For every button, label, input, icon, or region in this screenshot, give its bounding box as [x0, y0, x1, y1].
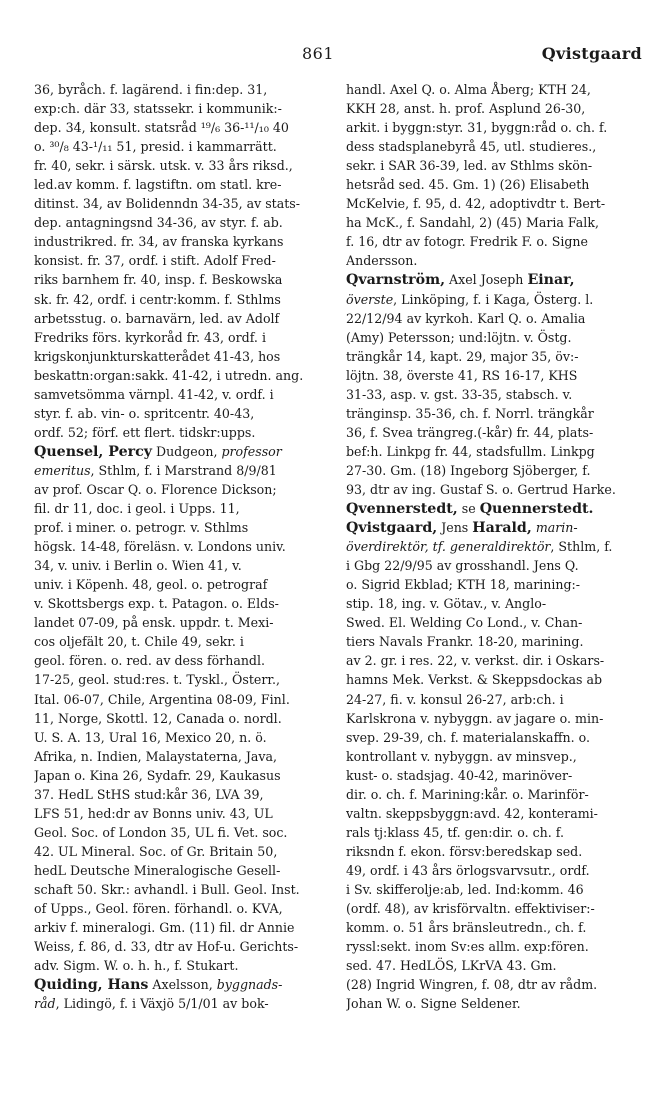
entry-headword: Qvarnström,: [346, 272, 446, 289]
text-line: [34, 99, 330, 118]
entry-text: sed. 47. HedLÖS, LKrVA 43. Gm.: [346, 958, 557, 974]
entry-text: univ. i Köpenh. 48, geol. o. petrograf: [34, 577, 268, 593]
text-line: [346, 347, 650, 366]
text-line: [34, 747, 330, 766]
page-number: 861: [302, 44, 335, 63]
entry-title-italic: överste: [346, 291, 394, 307]
text-line: [346, 309, 650, 328]
text-line: [346, 290, 650, 309]
entry-text: v. Skottsbergs exp. t. Patagon. o. Elds-: [34, 596, 279, 612]
entry-text: tränginsp. 35-36, ch. f. Norrl. trängkår: [346, 405, 594, 421]
entry-text: av 2. gr. i res. 22, v. verkst. dir. i Oskars-: [346, 653, 605, 669]
text-line: [34, 613, 330, 632]
entry-text: komm. o. 51 års bränsleutredn., ch. f.: [346, 920, 587, 936]
entry-text: sk. fr. 42, ordf. i centr:komm. f. Sthlms: [34, 291, 281, 307]
text-line: [346, 956, 650, 975]
entry-text: Dudgeon,: [151, 443, 222, 459]
text-line: [34, 461, 330, 480]
entry-text: tiers Navals Frankr. 18-20, marining.: [346, 634, 584, 650]
text-line: [346, 232, 650, 251]
entry-text: arkiv f. mineralogi. Gm. (11) fil. dr Annie: [34, 920, 295, 936]
text-line: [34, 575, 330, 594]
entry-text: adv. Sigm. W. o. h. h., f. Stukart.: [34, 958, 239, 974]
entry-text: kust- o. stadsjag. 40-42, marinöver-: [346, 767, 573, 783]
entry-text: se: [457, 501, 480, 517]
text-line: [346, 156, 650, 175]
entry-text: ha McK., f. Sandahl, 2) (45) Maria Falk,: [346, 215, 599, 231]
entry-text: svep. 29-39, ch. f. materialanskaffn. o.: [346, 729, 590, 745]
text-line: [34, 670, 330, 689]
text-line: [346, 99, 650, 118]
text-line: [34, 80, 330, 99]
entry-text: Jens: [437, 520, 473, 536]
text-line: [346, 499, 650, 518]
entry-text: dep. 34, konsult. statsråd ¹⁹/₆ 36-¹¹/₁₀ 40: [34, 120, 289, 136]
text-line: [346, 823, 650, 842]
text-line: [346, 366, 650, 385]
right-column: [346, 80, 650, 1013]
text-line: [346, 480, 650, 499]
text-line: [34, 347, 330, 366]
text-line: [34, 290, 330, 309]
text-line: [346, 556, 650, 575]
text-line: [346, 613, 650, 632]
entry-text: Geol. Soc. of London 35, UL fi. Vet. soc.: [34, 824, 288, 840]
text-line: [346, 785, 650, 804]
entry-text: 27-30. Gm. (18) Ingeborg Sjöberger, f.: [346, 462, 591, 478]
entry-text: o. Sigrid Ekblad; KTH 18, marining:-: [346, 577, 581, 593]
entry-text: of Upps., Geol. fören. förhandl. o. KVA,: [34, 901, 283, 917]
text-line: [346, 118, 650, 137]
entry-text: Fredriks förs. kyrkoråd fr. 43, ordf. i: [34, 329, 266, 345]
text-line: [346, 213, 650, 232]
text-line: [34, 480, 330, 499]
entry-text: Ital. 06-07, Chile, Argentina 08-09, Finl.: [34, 691, 290, 707]
entry-text: 34, v. univ. i Berlin o. Wien 41, v.: [34, 558, 242, 574]
entry-text: rals tj:klass 45, tf. gen:dir. o. ch. f.: [346, 824, 564, 840]
entry-text: beskattn:organ:sakk. 41-42, i utredn. ang.: [34, 367, 304, 383]
text-line: [34, 804, 330, 823]
text-line: [34, 537, 330, 556]
entry-text: 93, dtr av ing. Gustaf S. o. Gertrud Harke.: [346, 481, 616, 497]
entry-text: 49, ordf. i 43 års örlogsvarvsutr., ordf.: [346, 862, 590, 878]
entry-text: led.av komm. f. lagstiftn. om statl. kre-: [34, 177, 282, 193]
text-line: [346, 175, 650, 194]
text-line: [346, 328, 650, 347]
text-line: [34, 632, 330, 651]
text-line: [34, 709, 330, 728]
entry-text: 37. HedL StHS stud:kår 36, LVA 39,: [34, 786, 264, 802]
text-line: [346, 651, 650, 670]
entry-text: geol. fören. o. red. av dess förhandl.: [34, 653, 266, 669]
text-line: [346, 404, 650, 423]
entry-text: , Linköping, f. i Kaga, Österg. l.: [393, 291, 594, 307]
entry-text: 36, byråch. f. lagärend. i fin:dep. 31,: [34, 82, 268, 97]
text-line: [34, 385, 330, 404]
entry-text: handl. Axel Q. o. Alma Åberg; KTH 24,: [346, 82, 591, 97]
text-line: [34, 366, 330, 385]
entry-text: LFS 51, hed:dr av Bonns univ. 43, UL: [34, 805, 273, 821]
text-line: [34, 918, 330, 937]
text-line: [34, 956, 330, 975]
entry-text: ryssl:sekt. inom Sv:es allm. exp:fören.: [346, 939, 589, 955]
entry-text: McKelvie, f. 95, d. 42, adoptivdtr t. Bert-: [346, 196, 606, 212]
text-line: [34, 404, 330, 423]
page-header: [0, 44, 672, 68]
text-line: [346, 899, 650, 918]
text-line: [346, 594, 650, 613]
entry-text: schaft 50. Skr.: avhandl. i Bull. Geol. Inst.: [34, 881, 300, 897]
text-line: [34, 442, 330, 461]
text-line: [34, 785, 330, 804]
entry-text: prof. i miner. o. petrogr. v. Sthlms: [34, 520, 249, 536]
entry-title-italic: byggnads-: [216, 977, 283, 993]
text-line: [346, 461, 650, 480]
entry-text: stip. 18, ing. v. Götav., v. Anglo-: [346, 596, 547, 612]
entry-text: ordf. 52; förf. ett flert. tidskr:upps.: [34, 424, 256, 440]
text-line: [346, 728, 650, 747]
text-line: [346, 804, 650, 823]
text-line: [34, 118, 330, 137]
entry-text: , Sthlm, f.: [550, 539, 613, 555]
entry-headword: Quiding, Hans: [34, 977, 149, 994]
text-line: [346, 975, 650, 994]
entry-text: dir. o. ch. f. Marining:kår. o. Marinför-: [346, 786, 589, 802]
entry-text: , Sthlm, f. i Marstrand 8/9/81: [90, 462, 277, 478]
entry-text: cos oljefält 20, t. Chile 49, sekr. i: [34, 634, 244, 650]
entry-headword: Einar,: [527, 272, 575, 289]
entry-text: landet 07-09, på ensk. uppdr. t. Mexi-: [34, 615, 274, 631]
entry-text: 24-27, fi. v. konsul 26-27, arb:ch. i: [346, 691, 564, 707]
entry-text: (28) Ingrid Wingren, f. 08, dtr av rådm.: [346, 977, 598, 993]
entry-text: dess stadsplanebyrå 45, utl. studieres.,: [346, 139, 597, 155]
entry-text: löjtn. 38, överste 41, RS 16-17, KHS: [346, 367, 578, 383]
text-line: [34, 823, 330, 842]
entry-text: hamns Mek. Verkst. & Skeppsdockas ab: [346, 672, 603, 688]
entry-title-italic: professor: [221, 443, 282, 459]
entry-headword: Quensel, Percy: [34, 443, 152, 460]
entry-headword: Quennerstedt.: [479, 501, 594, 518]
text-line: [346, 251, 650, 270]
entry-text: Andersson.: [346, 253, 418, 269]
text-line: [346, 937, 650, 956]
entry-text: Swed. El. Welding Co Lond., v. Chan-: [346, 615, 583, 631]
entry-text: Japan o. Kina 26, Sydafr. 29, Kaukasus: [34, 767, 281, 783]
entry-text: högsk. 14-48, föreläsn. v. Londons univ.: [34, 539, 286, 555]
text-line: [34, 423, 330, 442]
text-line: [34, 556, 330, 575]
entry-text: i Sv. skifferolje:ab, led. Ind:komm. 46: [346, 881, 584, 897]
text-line: [34, 880, 330, 899]
entry-text: fr. 40, sekr. i särsk. utsk. v. 33 års riksd.,: [34, 158, 293, 174]
entry-text: Axelsson,: [148, 977, 217, 993]
entry-text: bef:h. Linkpg fr. 44, stadsfullm. Linkpg: [346, 443, 595, 459]
text-line: [34, 651, 330, 670]
text-line: [34, 232, 330, 251]
text-line: [34, 156, 330, 175]
text-line: [346, 270, 650, 289]
entry-text: riksndn f. ekon. försv:beredskap sed.: [346, 843, 583, 859]
entry-text: f. 16, dtr av fotogr. Fredrik F. o. Signe: [346, 234, 588, 250]
text-line: [34, 194, 330, 213]
text-line: [346, 880, 650, 899]
entry-text: arkit. i byggn:styr. 31, byggn:råd o. ch. f.: [346, 120, 608, 136]
entry-text: hetsråd sed. 45. Gm. 1) (26) Elisabeth: [346, 177, 590, 193]
text-line: [346, 518, 650, 537]
entry-headword: Harald,: [472, 520, 532, 537]
text-line: [346, 194, 650, 213]
text-line: [34, 766, 330, 785]
text-line: [34, 975, 330, 994]
entry-title-italic: marin-: [535, 520, 578, 536]
entry-text: sekr. i SAR 36-39, led. av Sthlms skön-: [346, 158, 593, 174]
text-line: [34, 861, 330, 880]
running-head: Qvistgaard: [541, 44, 642, 63]
entry-text: fil. dr 11, doc. i geol. i Upps. 11,: [34, 501, 240, 517]
entry-text: Axel Joseph: [445, 272, 528, 288]
entry-headword: Qvistgaard,: [346, 520, 438, 537]
text-line: [34, 175, 330, 194]
text-line: [34, 690, 330, 709]
entry-text: arbetsstug. o. barnavärn, led. av Adolf: [34, 310, 280, 326]
text-line: [346, 137, 650, 156]
entry-text: (Amy) Petersson; und:löjtn. v. Östg.: [346, 329, 572, 345]
entry-text: KKH 28, anst. h. prof. Asplund 26-30,: [346, 101, 586, 117]
entry-text: av prof. Oscar Q. o. Florence Dickson;: [34, 481, 277, 497]
text-line: [34, 899, 330, 918]
entry-text: industrikred. fr. 34, av franska kyrkans: [34, 234, 284, 250]
text-line: [346, 442, 650, 461]
entry-text: hedL Deutsche Mineralogische Gesell-: [34, 862, 281, 878]
text-line: [346, 690, 650, 709]
entry-text: ditinst. 34, av Bolidenndn 34-35, av stats-: [34, 196, 301, 212]
text-line: [34, 842, 330, 861]
entry-title-italic: råd: [34, 996, 56, 1012]
text-line: [346, 80, 650, 99]
entry-text: 31-33, asp. v. gst. 33-35, stabsch. v.: [346, 386, 573, 402]
text-line: [346, 575, 650, 594]
entry-text: trängkår 14, kapt. 29, major 35, öv:-: [346, 348, 579, 364]
text-line: [34, 137, 330, 156]
entry-text: (ordf. 48), av krisförvaltn. effektiviser:-: [346, 901, 595, 917]
text-line: [34, 728, 330, 747]
text-line: [34, 937, 330, 956]
entry-text: 42. UL Mineral. Soc. of Gr. Britain 50,: [34, 843, 278, 859]
entry-headword: Qvennerstedt,: [346, 501, 458, 518]
entry-text: U. S. A. 13, Ural 16, Mexico 20, n. ö.: [34, 729, 267, 745]
entry-text: Afrika, n. Indien, Malaystaterna, Java,: [34, 748, 278, 764]
entry-title-italic: överdirektör, tf. generaldirektör: [346, 539, 551, 555]
entry-text: exp:ch. där 33, statssekr. i kommunik:-: [34, 101, 282, 117]
entry-title-italic: emeritus: [34, 462, 91, 478]
text-line: [34, 518, 330, 537]
entry-text: i Gbg 22/9/95 av grosshandl. Jens Q.: [346, 558, 579, 574]
text-line: [346, 632, 650, 651]
entry-text: 17-25, geol. stud:res. t. Tyskl., Österr.,: [34, 672, 281, 688]
entry-text: valtn. skeppsbyggn:avd. 42, konterami-: [346, 805, 598, 821]
entry-text: 36, f. Svea trängreg.(-kår) fr. 44, plats-: [346, 424, 594, 440]
entry-text: riks barnhem fr. 40, insp. f. Beskowska: [34, 272, 283, 288]
entry-text: 11, Norge, Skottl. 12, Canada o. nordl.: [34, 710, 282, 726]
text-line: [34, 309, 330, 328]
entry-text: kontrollant v. nybyggn. av minsvep.,: [346, 748, 577, 764]
entry-text: Johan W. o. Signe Seldener.: [346, 996, 521, 1012]
entry-text: styr. f. ab. vin- o. spritcentr. 40-43,: [34, 405, 255, 421]
text-line: [346, 709, 650, 728]
text-line: [34, 994, 330, 1013]
entry-text: krigskonjunkturskatterådet 41-43, hos: [34, 348, 281, 364]
text-line: [346, 747, 650, 766]
text-line: [346, 994, 650, 1013]
text-line: [346, 918, 650, 937]
text-line: [346, 670, 650, 689]
entry-text: o. ³⁰/₈ 43-¹/₁₁ 51, presid. i kammarrätt.: [34, 139, 277, 155]
text-line: [34, 499, 330, 518]
entry-text: konsist. fr. 37, ordf. i stift. Adolf Fred-: [34, 253, 276, 269]
entry-text: dep. antagningsnd 34-36, av styr. f. ab.: [34, 215, 283, 231]
text-line: [346, 385, 650, 404]
text-line: [34, 594, 330, 613]
text-line: [34, 270, 330, 289]
text-line: [346, 423, 650, 442]
entry-text: 22/12/94 av kyrkoh. Karl Q. o. Amalia: [346, 310, 586, 326]
text-line: [34, 328, 330, 347]
text-line: [346, 766, 650, 785]
text-line: [346, 842, 650, 861]
entry-text: Karlskrona v. nybyggn. av jagare o. min-: [346, 710, 604, 726]
text-line: [34, 213, 330, 232]
entry-text: samvetsömma värnpl. 41-42, v. ordf. i: [34, 386, 274, 402]
text-line: [346, 537, 650, 556]
entry-text: Weiss, f. 86, d. 33, dtr av Hof-u. Gerichts-: [34, 939, 299, 955]
text-line: [346, 861, 650, 880]
left-column: [34, 80, 330, 1013]
text-line: [34, 251, 330, 270]
entry-text: , Lidingö, f. i Växjö 5/1/01 av bok-: [55, 996, 269, 1012]
